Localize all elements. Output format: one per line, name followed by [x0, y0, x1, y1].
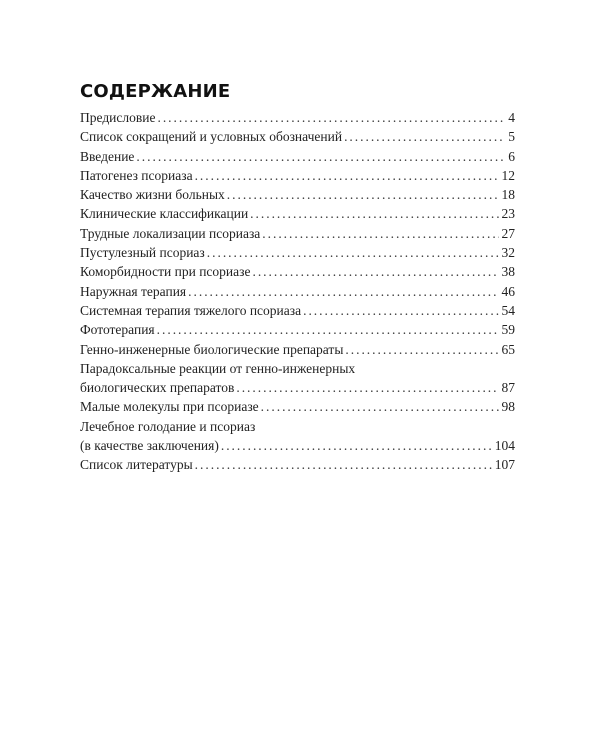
- toc-entry-label: биологических препаратов: [80, 380, 235, 396]
- toc-entry-page: 32: [501, 245, 515, 261]
- toc-entry-label: Клинические классификации: [80, 206, 249, 222]
- toc-entry[interactable]: [80, 243, 515, 262]
- dot-leader: [344, 127, 505, 146]
- toc-list: [80, 108, 515, 475]
- dot-leader: [303, 301, 498, 320]
- toc-entry-label: Наружная терапия: [80, 283, 187, 299]
- toc-entry-label: Патогенез псориаза: [80, 167, 193, 183]
- dot-leader: [227, 185, 499, 204]
- toc-entry-page: 6: [508, 148, 515, 164]
- dot-leader: [195, 455, 492, 474]
- dot-leader: [345, 340, 498, 359]
- dot-leader: [136, 147, 505, 166]
- dot-leader: [252, 262, 498, 281]
- toc-entry-label: Коморбидности при псориазе: [80, 264, 251, 280]
- toc-entry[interactable]: [80, 397, 515, 416]
- toc-entry-page: 5: [508, 129, 515, 145]
- toc-entry[interactable]: [80, 282, 515, 301]
- toc-entry-label: Малые молекулы при псориазе: [80, 399, 259, 415]
- toc-entry-label: Список литературы: [80, 457, 193, 473]
- toc-entry[interactable]: [80, 224, 515, 243]
- toc-entry[interactable]: [80, 262, 515, 281]
- dot-leader: [261, 397, 499, 416]
- toc-entry-label: Пустулезный псориаз: [80, 245, 205, 261]
- dot-leader: [262, 224, 498, 243]
- toc-entry-page: 38: [501, 264, 515, 280]
- toc-entry-page: 65: [501, 341, 515, 357]
- toc-entry-page: 104: [494, 438, 515, 454]
- document-page: [80, 80, 515, 475]
- toc-entry-label: Системная терапия тяжелого псориаза: [80, 302, 302, 318]
- toc-entry-label-line1: Лечебное голодание и псориаз: [80, 418, 256, 434]
- toc-entry-page: 98: [501, 399, 515, 415]
- toc-entry-page: 46: [501, 283, 515, 299]
- toc-entry-label-line1: Парадоксальные реакции от генно-инженерных: [80, 360, 356, 376]
- toc-entry[interactable]: [80, 301, 515, 320]
- toc-entry-label: Список сокращений и условных обозначений: [80, 129, 343, 145]
- toc-entry[interactable]: [80, 417, 515, 456]
- toc-entry-label: Предисловие: [80, 110, 156, 125]
- toc-entry-page: 27: [501, 225, 515, 241]
- toc-entry[interactable]: [80, 359, 515, 398]
- toc-entry-page: 12: [501, 167, 515, 183]
- dot-leader: [195, 166, 499, 185]
- toc-entry[interactable]: [80, 108, 515, 127]
- toc-entry[interactable]: [80, 147, 515, 166]
- toc-entry[interactable]: [80, 340, 515, 359]
- toc-title: СОДЕРЖАНИЕ: [80, 81, 231, 102]
- toc-entry[interactable]: [80, 204, 515, 223]
- dot-leader: [250, 204, 498, 223]
- toc-entry-label: Генно-инженерные биологические препараты: [80, 341, 344, 357]
- toc-entry-page: 59: [501, 322, 515, 338]
- toc-entry[interactable]: [80, 127, 515, 146]
- toc-entry-label: Фототерапия: [80, 322, 155, 338]
- toc-entry-page: 87: [501, 380, 515, 396]
- dot-leader: [221, 436, 492, 455]
- toc-entry[interactable]: [80, 185, 515, 204]
- dot-leader: [207, 243, 499, 262]
- toc-entry[interactable]: [80, 166, 515, 185]
- toc-entry-page: 23: [501, 206, 515, 222]
- dot-leader: [157, 320, 499, 339]
- toc-entry-page: 18: [501, 187, 515, 203]
- dot-leader: [236, 378, 498, 397]
- toc-entry-label: (в качестве заключения): [80, 438, 219, 454]
- toc-entry-page: 107: [494, 457, 515, 473]
- toc-entry[interactable]: [80, 455, 515, 474]
- toc-entry[interactable]: [80, 320, 515, 339]
- toc-entry-page: 54: [501, 302, 515, 318]
- toc-entry-label: Введение: [80, 148, 135, 164]
- toc-entry-page: 4: [508, 110, 515, 125]
- toc-entry-label: Качество жизни больных: [80, 187, 225, 203]
- dot-leader: [188, 282, 498, 301]
- dot-leader: [157, 108, 505, 127]
- toc-entry-label: Трудные локализации псориаза: [80, 225, 261, 241]
